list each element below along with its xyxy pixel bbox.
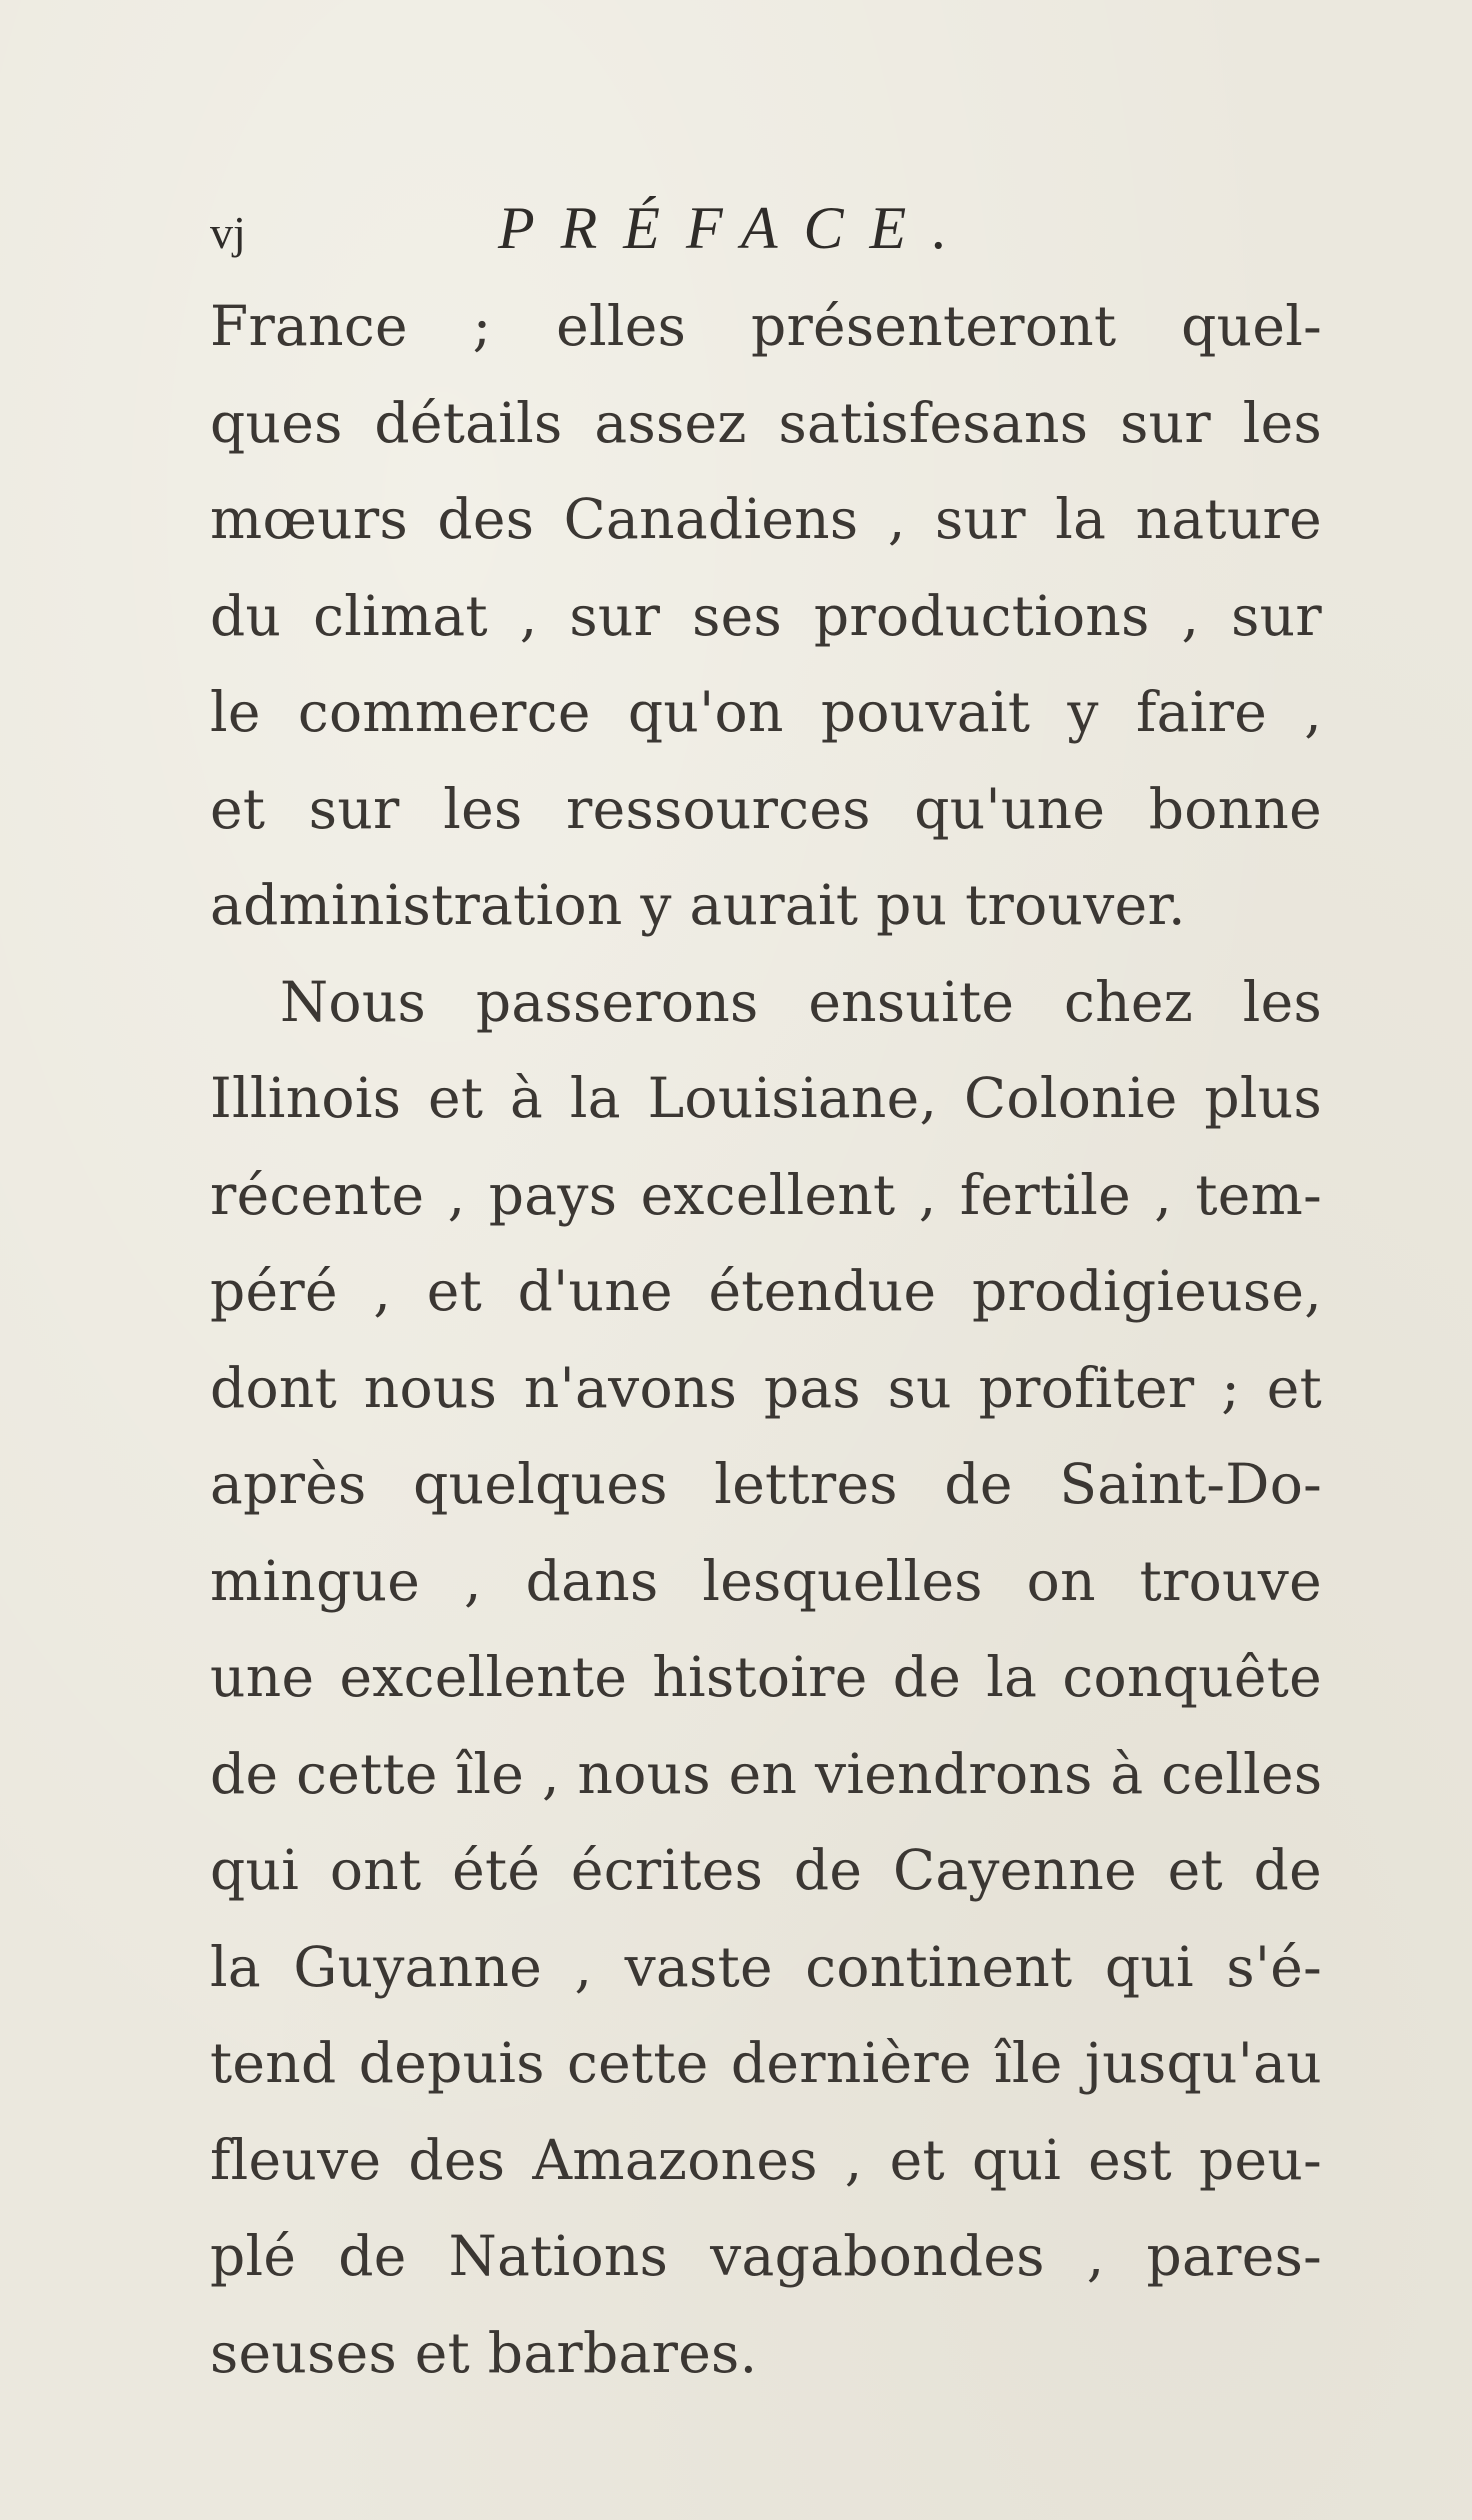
paragraph-start-line: Nous passerons ensuite chez les — [280, 969, 1322, 1034]
text-line: récente , pays excellent , fertile , tem- — [210, 1162, 1322, 1227]
running-head — [210, 195, 1320, 268]
text-line: de cette île , nous en viendrons à celles — [210, 1741, 1322, 1806]
body-text — [210, 278, 1322, 2401]
text-line: fleuve des Amazones , et qui est peu- — [210, 2127, 1322, 2192]
text-line: dont nous n'avons pas su profiter ; et — [210, 1355, 1322, 1420]
paragraph-end-line: administration y aurait pu trouver. — [210, 873, 1186, 937]
text-line: et sur les ressources qu'une bonne — [210, 776, 1322, 841]
text-line: France ; elles présenteront quel- — [210, 294, 1322, 358]
page-number: vj — [210, 207, 246, 258]
text-line: tend depuis cette dernière île jusqu'au — [210, 2031, 1322, 2095]
paragraph-end-line: seuses et barbares. — [210, 2320, 758, 2385]
text-line: une excellente histoire de la conquête — [210, 1645, 1322, 1709]
text-line: la Guyanne , vaste continent qui s'é- — [210, 1934, 1322, 1999]
text-line: qui ont été écrites de Cayenne et de — [210, 1838, 1322, 1902]
text-line: ques détails assez satisfesans sur les — [210, 390, 1322, 455]
text-line: après quelques lettres de Saint-Do- — [210, 1452, 1322, 1516]
text-line: Illinois et à la Louisiane, Colonie plus — [210, 1066, 1322, 1130]
running-title: PRÉFACE. — [498, 195, 974, 261]
text-line: mingue , dans lesquelles on trouve — [210, 1548, 1322, 1613]
text-line: péré , et d'une étendue prodigieuse, — [210, 1259, 1322, 1323]
text-line: mœurs des Canadiens , sur la nature — [210, 487, 1322, 551]
text-line: plé de Nations vagabondes , pares- — [210, 2224, 1322, 2288]
text-line: le commerce qu'on pouvait y faire , — [210, 680, 1322, 744]
text-line: du climat , sur ses productions , sur — [210, 583, 1322, 648]
